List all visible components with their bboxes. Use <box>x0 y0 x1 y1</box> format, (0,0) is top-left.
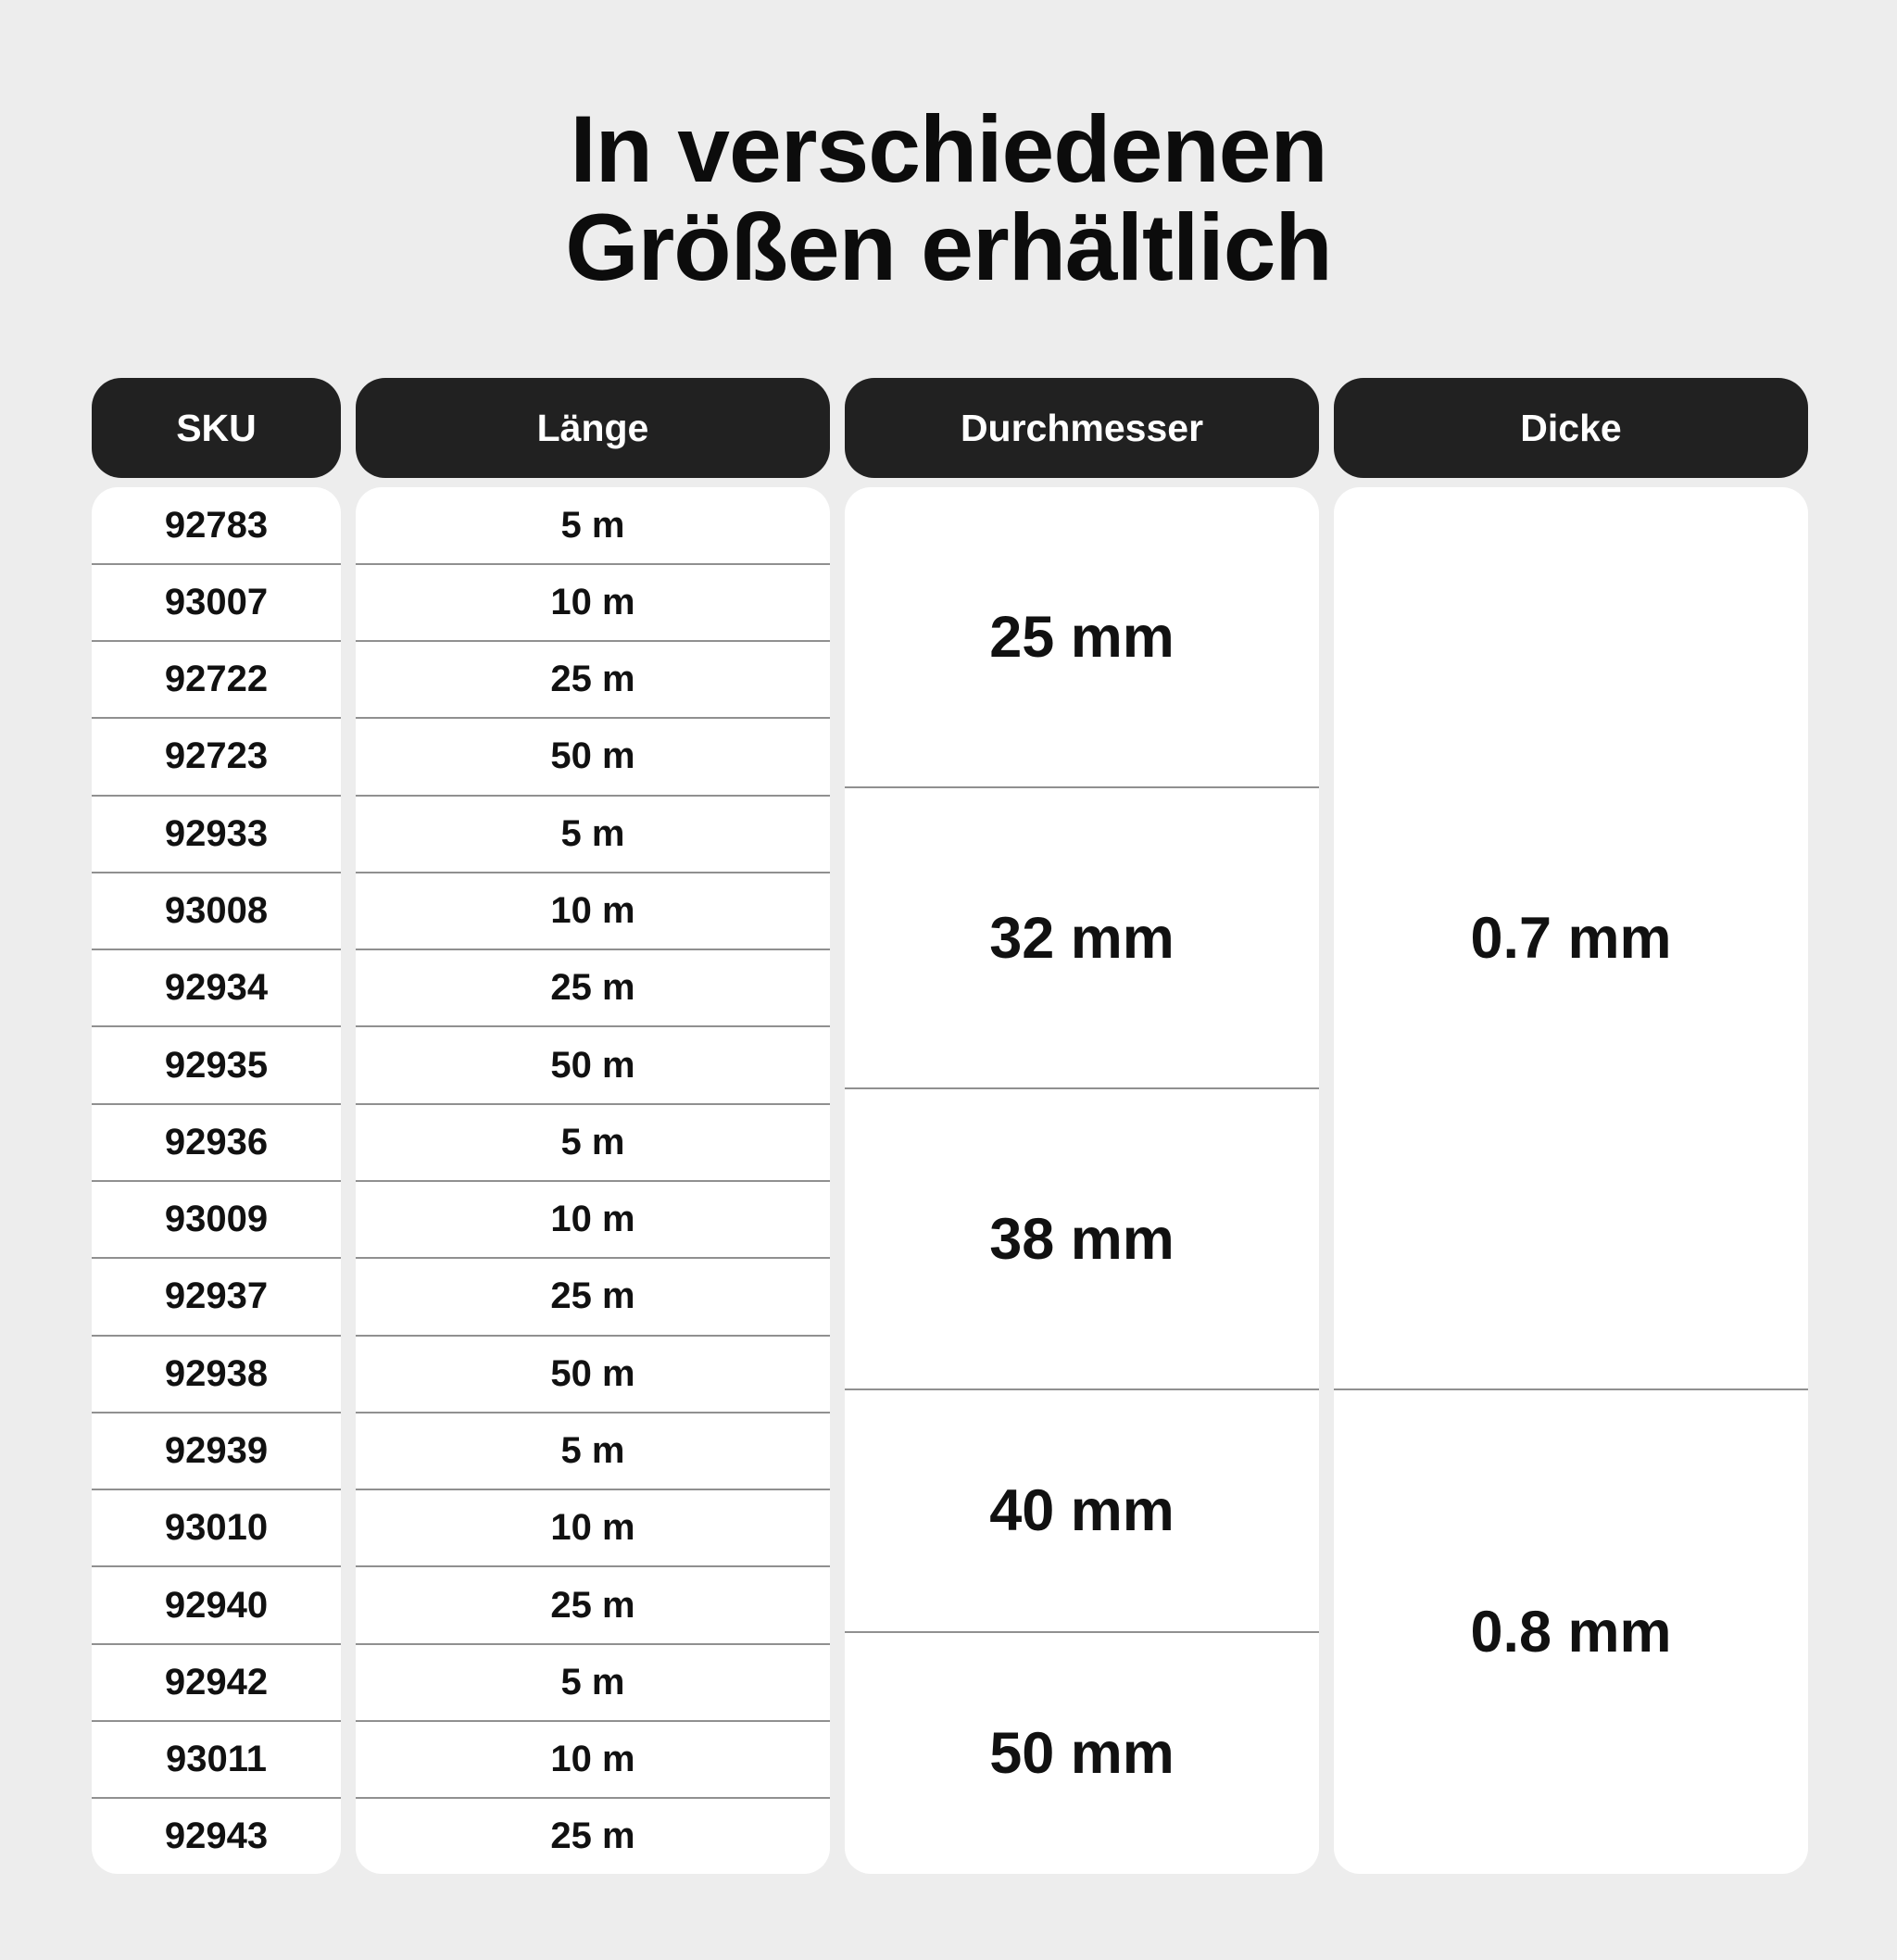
dicke-column <box>1334 487 1808 1874</box>
sku-cell: 92722 <box>92 642 341 719</box>
sku-cell: 92937 <box>92 1259 341 1336</box>
laenge-cell: 25 m <box>356 642 830 719</box>
header-pill-sku <box>92 378 341 478</box>
sku-cell: 92943 <box>164 1816 269 1857</box>
page-title <box>0 63 1897 301</box>
sku-cell: 92783 <box>92 487 341 564</box>
laenge-cell: 50 m <box>356 719 830 796</box>
laenge-cell: 25 m <box>550 1816 635 1857</box>
laenge-cell: 5 m <box>356 1645 830 1722</box>
dicke-group: 0.7 mm <box>1334 487 1808 1390</box>
page-title-line-2: Größen erhältlich <box>565 195 1332 301</box>
durchmesser-group: 38 mm <box>845 1089 1319 1390</box>
sku-cell: 92723 <box>92 719 341 796</box>
laenge-column <box>356 487 830 1874</box>
laenge-cell: 10 m <box>356 1490 830 1567</box>
dicke-group: 0.8 mm <box>1470 1600 1672 1665</box>
laenge-cell: 25 m <box>356 1567 830 1644</box>
sku-cell: 92939 <box>92 1413 341 1490</box>
header-pill-durchmesser <box>845 378 1319 478</box>
durchmesser-group: 40 mm <box>845 1390 1319 1633</box>
durchmesser-group: 25 mm <box>845 487 1319 788</box>
laenge-cell: 50 m <box>356 1027 830 1104</box>
laenge-cell: 5 m <box>356 797 830 873</box>
laenge-cell: 25 m <box>356 1259 830 1336</box>
sku-column <box>92 487 341 1874</box>
sku-cell: 92938 <box>92 1337 341 1413</box>
laenge-cell: 10 m <box>356 1182 830 1259</box>
header-label-dicke: Dicke <box>1520 406 1622 449</box>
header-label-sku: SKU <box>176 406 257 449</box>
laenge-cell: 10 m <box>356 873 830 950</box>
sku-cell: 92936 <box>92 1105 341 1182</box>
sku-cell: 93011 <box>92 1722 341 1799</box>
sku-cell: 93008 <box>92 873 341 950</box>
laenge-cell: 10 m <box>356 565 830 642</box>
page-title-line-1: In verschiedenen <box>570 96 1327 203</box>
sku-cell: 92942 <box>92 1645 341 1722</box>
sku-cell: 93007 <box>92 565 341 642</box>
sku-cell: 92940 <box>92 1567 341 1644</box>
header-pill-dicke <box>1334 378 1808 478</box>
durchmesser-column <box>845 487 1319 1874</box>
durchmesser-group: 50 mm <box>989 1721 1175 1787</box>
laenge-cell: 5 m <box>356 1413 830 1490</box>
sku-cell: 93010 <box>92 1490 341 1567</box>
laenge-cell: 50 m <box>356 1337 830 1413</box>
header-pill-laenge <box>356 378 830 478</box>
sku-cell: 92933 <box>92 797 341 873</box>
sku-cell: 92934 <box>92 950 341 1027</box>
laenge-cell: 5 m <box>356 1105 830 1182</box>
laenge-cell: 5 m <box>356 487 830 564</box>
durchmesser-group: 32 mm <box>845 788 1319 1089</box>
sku-cell: 92935 <box>92 1027 341 1104</box>
header-label-laenge: Länge <box>536 406 649 449</box>
header-label-durchmesser: Durchmesser <box>960 406 1204 449</box>
laenge-cell: 10 m <box>356 1722 830 1799</box>
size-table <box>92 378 1808 1874</box>
sku-cell: 93009 <box>92 1182 341 1259</box>
laenge-cell: 25 m <box>356 950 830 1027</box>
